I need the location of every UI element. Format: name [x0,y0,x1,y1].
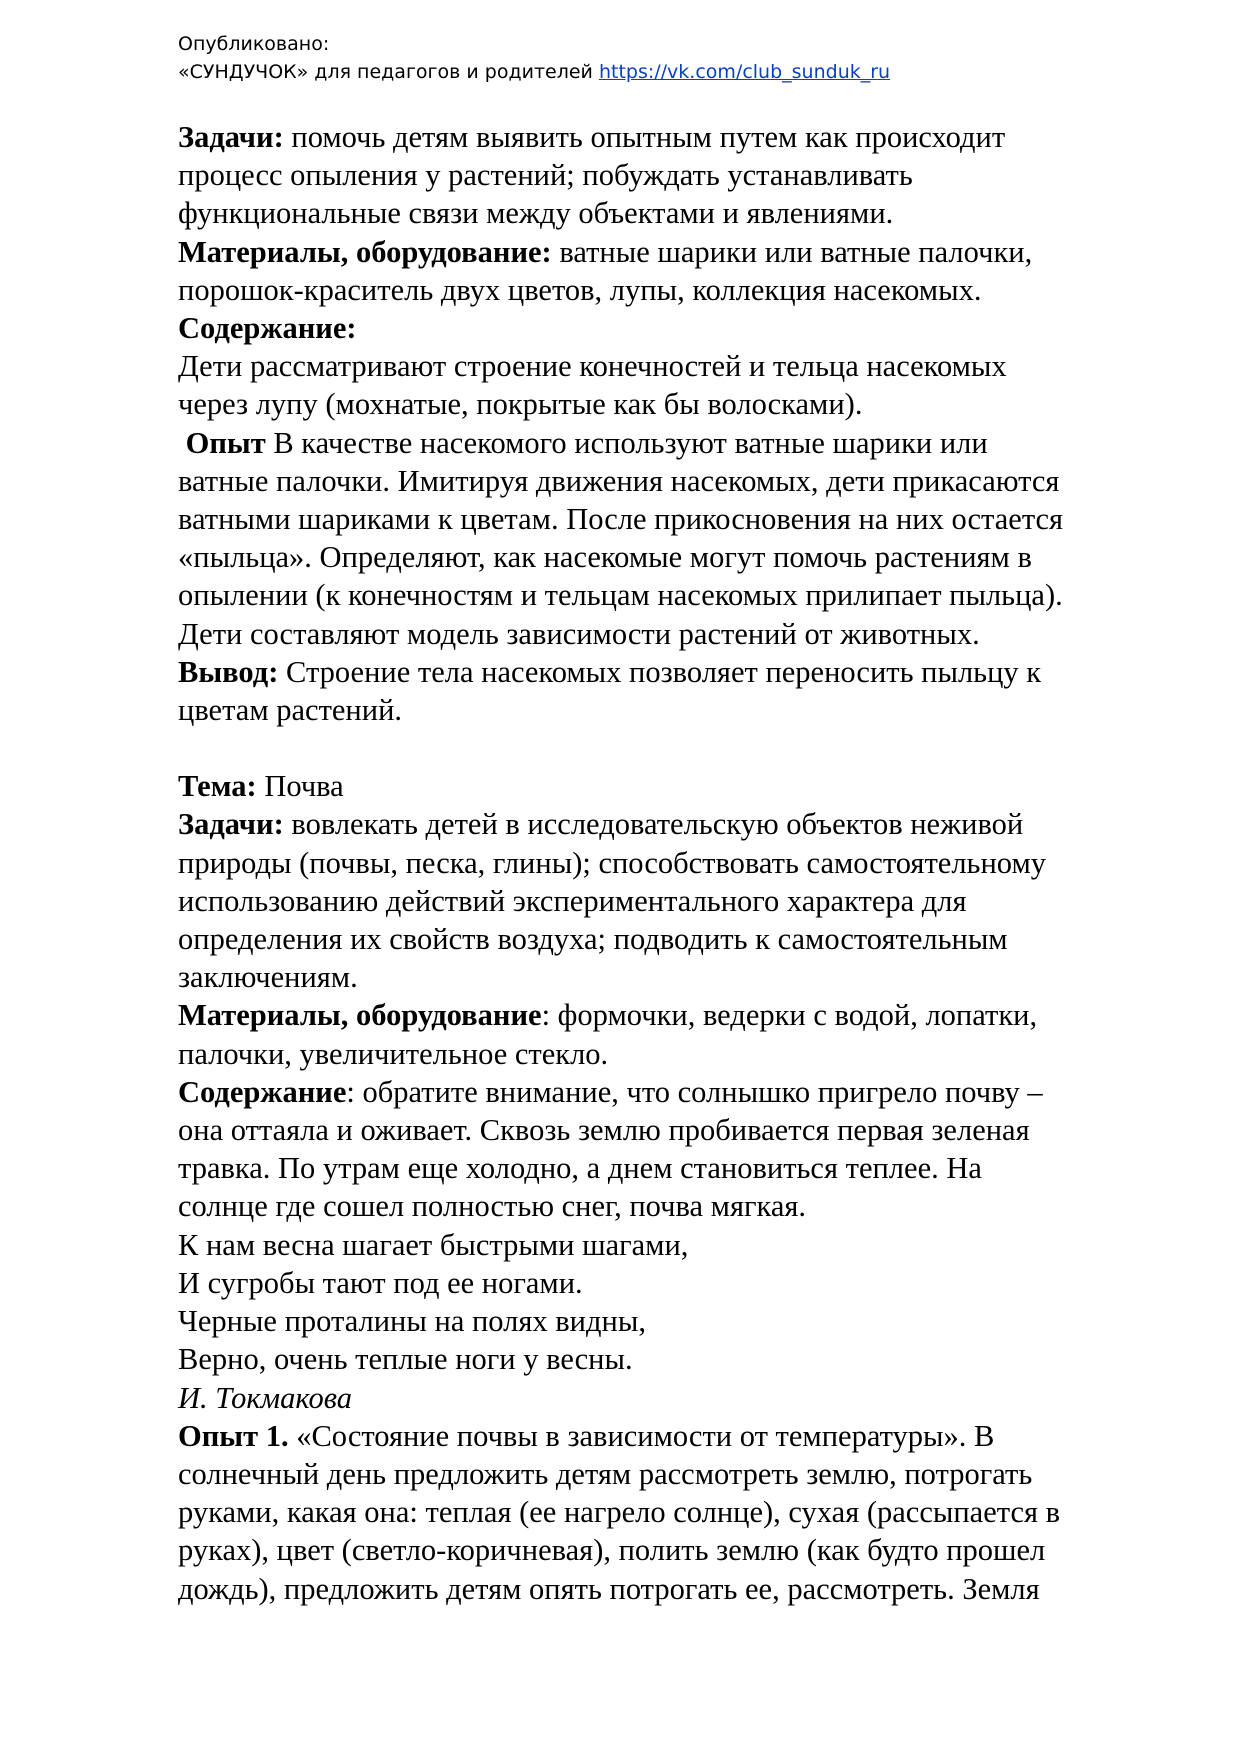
text-line: определения их свойств воздуха; подводить к самостоятельным [178,922,1008,957]
text-line: Дети составляют модель зависимости растений от животных. [178,616,980,651]
publication-header [178,30,890,86]
content-label: Содержание: [178,311,357,346]
text-line: Дети рассматривают строение конечностей и тельца насекомых [178,349,1007,384]
conclusion-label: Вывод: [178,654,279,689]
materials-label: Материалы, оборудование [178,998,542,1033]
text-line: Опыт В качестве насекомого используют ватные шарики или [178,425,988,460]
text-line: использованию действий экспериментального характера для [178,883,967,918]
text-line: дождь), предложить детям опять потрогать ее, рассмотреть. Земля [178,1571,1040,1606]
text-line: заключениям. [178,960,358,995]
text-line [178,309,1188,347]
topic-value: Почва [256,769,344,804]
poem-author: И. Токмакова [178,1380,353,1415]
text-line: ватные палочки. Имитируя движения насекомых, дети прикасаются [178,463,1060,498]
tasks-label: Задачи: [178,807,284,842]
topic-label: Тема: [178,769,257,804]
text-line: Задачи: вовлекать детей в исследовательскую объектов неживой [178,807,1024,842]
text-line: руках), цвет (светло-коричневая), полить землю (как будто прошел [178,1533,1046,1568]
text-line: порошок-краситель двух цветов, лупы, коллекция насекомых. [178,272,982,307]
tasks-label: Задачи: [178,120,284,154]
text-line: Опыт 1. «Состояние почвы в зависимости от температуры». В [178,1418,995,1453]
poem-line: К нам весна шагает быстрыми шагами, [178,1227,689,1262]
text-line: руками, какая она: теплая (ее нагрело солнце), сухая (рассыпается в [178,1495,1061,1530]
text-line: травка. По утрам еще холодно, а днем становиться теплее. На [178,1151,982,1186]
text-line: ватными шариками к цветам. После прикосновения на них остается [178,502,1064,537]
content-label: Содержание [178,1074,347,1109]
text-line: Задачи: помочь детям выявить опытным путем как происходит [178,120,1006,154]
poem-line: Черные проталины на полях видны, [178,1304,646,1339]
text-line: природы (почвы, песка, глины); способствовать самостоятельному [178,845,1046,880]
text-line: солнце где сошел полностью снег, почва мягкая. [178,1189,807,1224]
text-line: она оттаяла и оживает. Сквозь землю пробивается первая зеленая [178,1113,1030,1148]
published-label: Опубликовано: [178,33,330,55]
source-line [178,58,890,86]
source-link[interactable]: https://vk.com/club_sunduk_ru [598,61,891,83]
experiment-1-label: Опыт 1. [178,1418,289,1453]
text-line: Материалы, оборудование: формочки, ведерки с водой, лопатки, [178,998,1038,1033]
text-line: палочки, увеличительное стекло. [178,1036,609,1071]
text-line: Вывод: Строение тела насекомых позволяет переносить пыльцу к [178,654,1042,689]
text-line: солнечный день предложить детям рассмотреть землю, потрогать [178,1456,1033,1491]
text-line: через лупу (мохнатые, покрытые как бы волосками). [178,387,863,422]
text-line: функциональные связи между объектами и явлениями. [178,196,894,231]
source-name: «СУНДУЧОК» для педагогов и родителей [178,61,593,83]
poem-line: И сугробы тают под ее ногами. [178,1265,583,1300]
text-line: цветам растений. [178,693,403,728]
materials-label: Материалы, оборудование: [178,234,552,269]
paragraph-gap [178,729,1188,767]
experiment-label: Опыт [178,425,266,460]
text-line: процесс опыления у растений; побуждать устанавливать [178,158,913,193]
text-line: Материалы, оборудование: ватные шарики или ватные палочки, [178,234,1033,269]
text-line: опылении (к конечностям и тельцам насекомых прилипает пыльца). [178,578,1063,613]
poem-line: Верно, очень теплые ноги у весны. [178,1342,633,1377]
text-line: «пыльца». Определяют, как насекомые могут помочь растениям в [178,540,1032,575]
document-body [178,118,1188,1608]
text-line: Содержание: обратите внимание, что солнышко пригрело почву – [178,1074,1043,1109]
text-line [178,767,1188,805]
